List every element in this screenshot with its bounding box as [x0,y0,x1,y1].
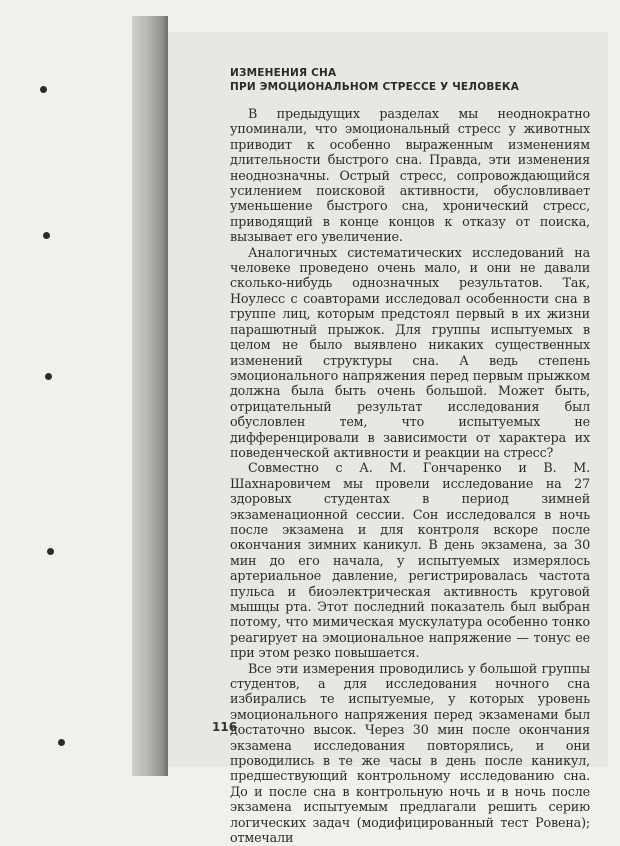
paragraph: Аналогичных систематических исследований на человеке проведено очень мало, и они не давали сколько-нибудь однозначных результатов. Так, Ноулесс с соавторами исследовал особенности сна в группе лиц, которым предстоял первый в их жизни парашютный прыжок. Для группы испытуемых в целом не было выявлено никаких существенных изменений структуры сна. А ведь степень эмоционального напряжения перед первым прыжком должна была быть очень большой. Может быть, отрицательный результат исследования был обусловлен тем, что испытуемых не дифференцировали в зависимости от характера их поведенческой активности и реакции на стресс? [230,244,590,460]
paragraph: Совместно с А. М. Гончаренко и В. М. Шахнаровичем мы провели исследование на 27 здоровых студентах в период зимней экзаменационной сессии. Сон исследовался в ночь после экзамена и для контроля вскоре после окончания зимних каникул. В день экзамена, за 30 мин до его начала, у испытуемых измерялось артериальное давление, регистрировалась частота пульса и биоэлектрическая активность круговой мышцы рта. Этот последний показатель был выбран потому, что мимическая мускулатура особенно тонко реагирует на эмоциональное напряжение — тонус ее при этом резко повышается. [230,460,590,661]
binder-hole [47,548,54,555]
page-text [230,66,590,846]
heading-line-1: ИЗМЕНЕНИЯ СНА [230,67,337,79]
binder-hole [40,86,47,93]
binder-hole [58,739,65,746]
paragraph: Все эти измерения проводились у большой группы студентов, а для исследования ночного сна избирались те испытуемые, у которых уровень эмоционального напряжения перед экзаменами был достаточно высок. Через 30 мин после окончания экзамена исследования повторялись, и они проводились в те же часы в день после каникул, предшествующий контрольному исследованию сна. До и после сна в контрольную ночь и в ночь после экзамена испытуемым предлагали решить серию логических задач (модифицированный тест Ровена); отмечали [230,660,590,846]
binder-hole [43,232,50,239]
page-number: 116 [212,720,238,734]
binder-hole [45,373,52,380]
book-page-edge [132,16,168,776]
paragraph: В предыдущих разделах мы неоднократно упоминали, что эмоциональный стресс у животных приводит к особенно выраженным изменениям длительности быстрого сна. Правда, эти изменения неоднозначны. Острый стресс, сопровождающийся усилением поисковой активности, обусловливает уменьшение быстрого сна, хронический стресс, приводящий в конце концов к отказу от поиска, вызывает его увеличение. [230,106,590,245]
section-heading [230,66,590,94]
heading-line-2: ПРИ ЭМОЦИОНАЛЬНОМ СТРЕССЕ У ЧЕЛОВЕКА [230,81,520,93]
